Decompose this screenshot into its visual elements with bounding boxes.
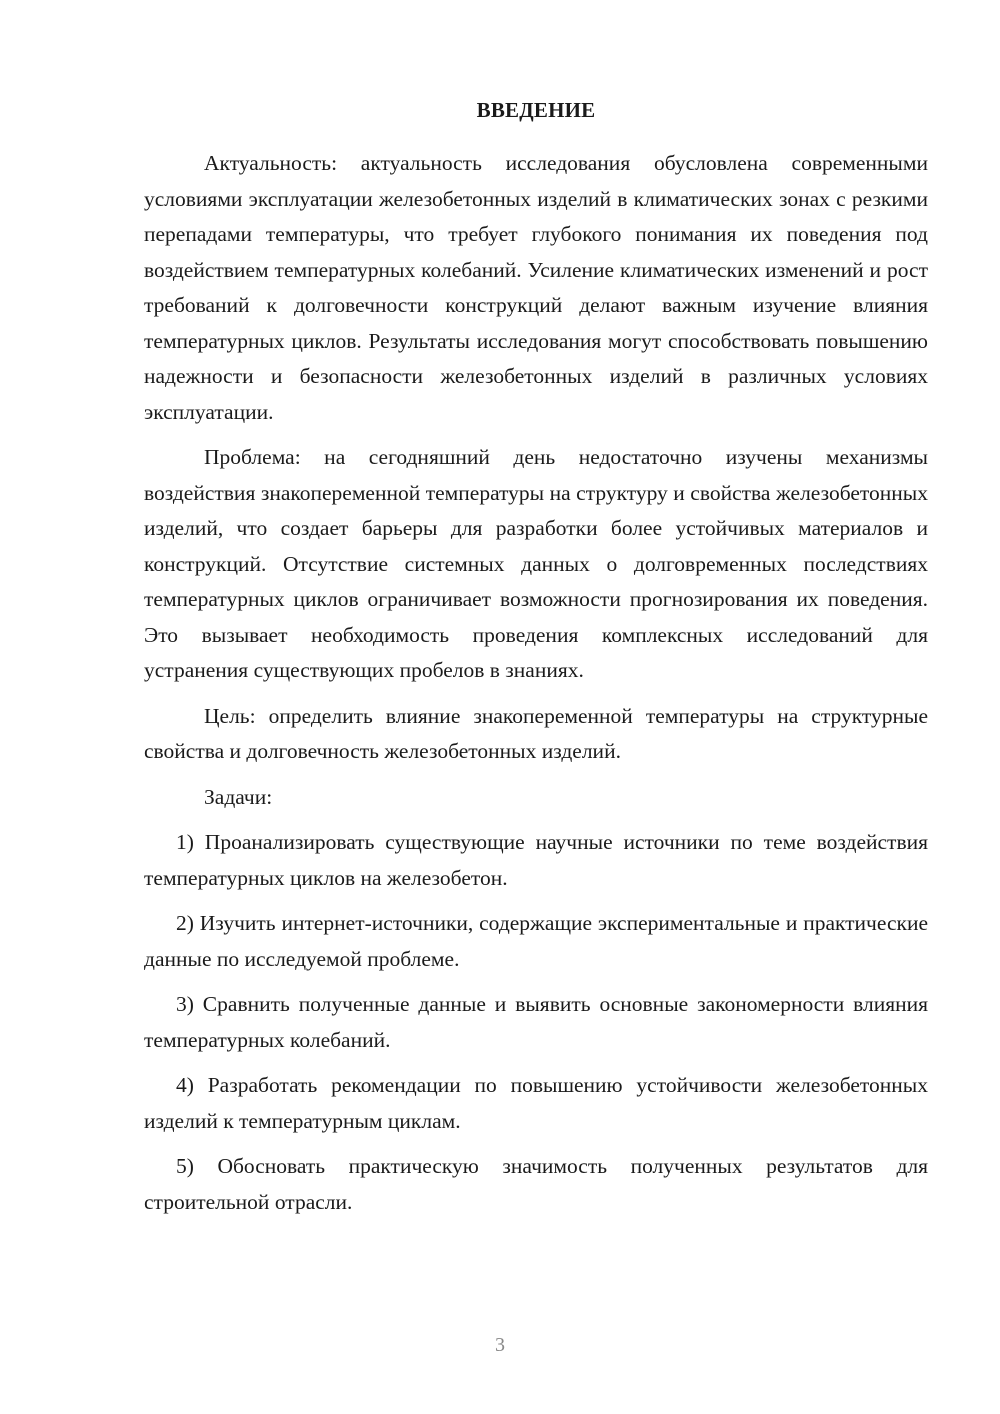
tasks-label: Задачи:	[204, 784, 273, 809]
relevance-paragraph: Актуальность: актуальность исследования обусловлена современными условиями эксплуатации железобетонных изделий в климатических зонах с резкими перепадами температуры, что требует глубокого понимания их поведения под воздействием температурных колебаний. Усиление климатических изменений и рост требований к долговечности конструкций делают важным изучение влияния температурных циклов. Результаты исследования могут способствовать повышению надежности и безопасности железобетонных изделий в различных условиях эксплуатации.	[144, 151, 928, 424]
task-item-2: 2) Изучить интернет-источники, содержащие экспериментальные и практические данные по исследуемой проблеме.	[144, 911, 928, 971]
goal-paragraph: Цель: определить влияние знакопеременной температуры на структурные свойства и долговечность железобетонных изделий.	[144, 703, 928, 763]
section-heading: ВВЕДЕНИЕ	[476, 98, 596, 122]
task-list	[144, 825, 928, 1220]
task-item-4: 4) Разработать рекомендации по повышению устойчивости железобетонных изделий к температурным циклам.	[144, 1073, 928, 1133]
task-item-5: 5) Обосновать практическую значимость полученных результатов для строительной отрасли.	[144, 1154, 928, 1214]
task-item-1: 1) Проанализировать существующие научные источники по теме воздействия температурных циклов на железобетон.	[144, 830, 928, 890]
problem-paragraph: Проблема: на сегодняшний день недостаточно изучены механизмы воздействия знакопеременной температуры на структуру и свойства железобетонных изделий, что создает барьеры для разработки более устойчивых материалов и конструкций. Отсутствие системных данных о долговременных последствиях температурных циклов ограничивает возможности прогнозирования их поведения. Это вызывает необходимость проведения комплексных исследований для устранения существующих пробелов в знаниях.	[144, 445, 928, 682]
document-page	[144, 90, 928, 1230]
page-number: 3	[495, 1334, 505, 1356]
task-item-3: 3) Сравнить полученные данные и выявить основные закономерности влияния температурных колебаний.	[144, 992, 928, 1052]
